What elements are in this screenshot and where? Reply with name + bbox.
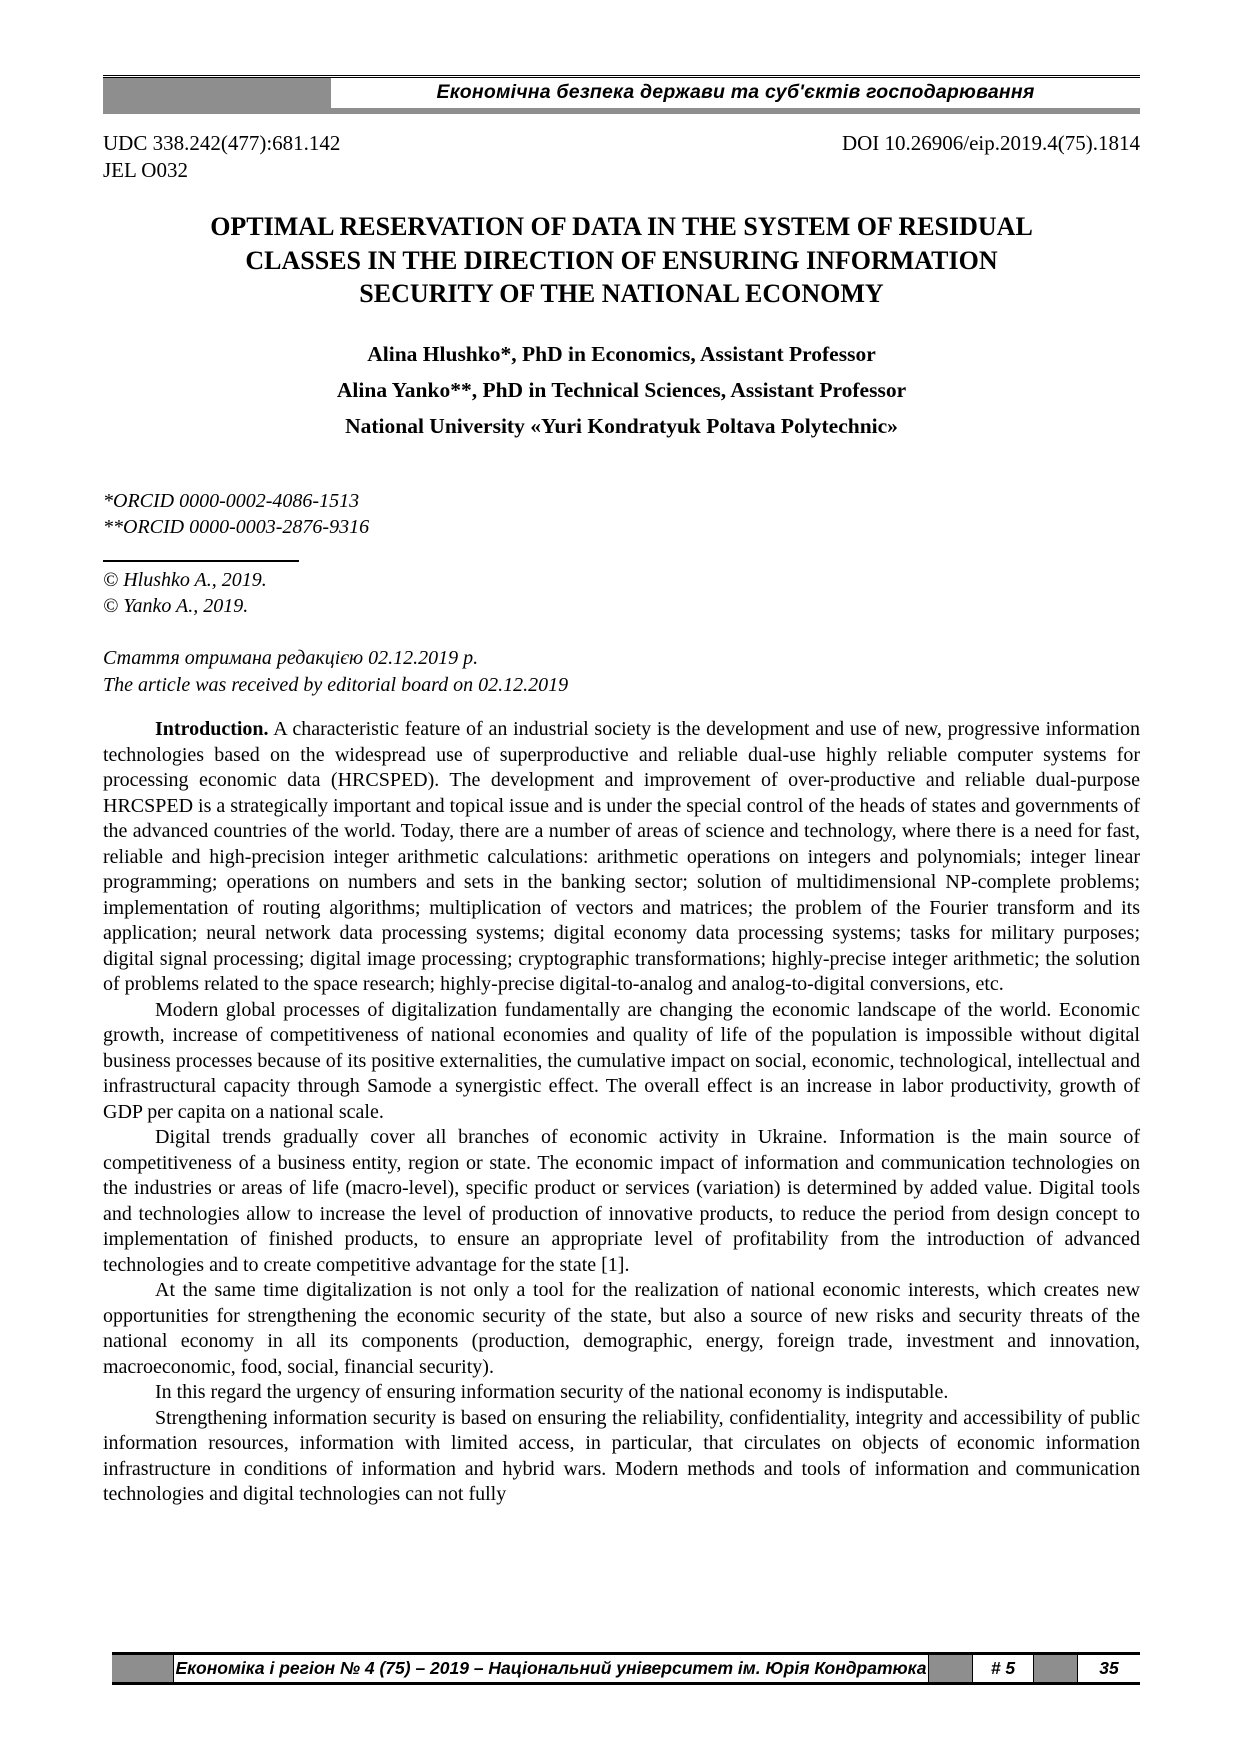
authors-block (103, 337, 1140, 444)
paragraph (103, 1406, 1140, 1508)
received-block (103, 645, 1140, 699)
meta-row (103, 130, 1140, 157)
section-header-bar (103, 75, 1140, 114)
orcid-line-2: **ORCID 0000-0003-2876-9316 (103, 516, 370, 539)
footer-gray-block-left (112, 1655, 174, 1682)
article-title-line: CLASSES IN THE DIRECTION OF ENSURING INFORMATION (245, 245, 998, 275)
paragraph (103, 1125, 1140, 1278)
doi-code: DOI 10.26906/eip.2019.4(75).1814 (841, 131, 1140, 155)
section-header-title: Економічна безпека держави та суб'єктів господарювання (436, 81, 1035, 103)
received-uk: Стаття отримана редакцією 02.12.2019 р. (103, 647, 479, 670)
paragraph (103, 1278, 1140, 1380)
author-line-2: Alina Yanko**, PhD in Technical Sciences, Assistant Professor (336, 377, 907, 402)
article-body (103, 717, 1140, 1508)
paragraph-text: Digital trends gradually cover all branches of economic activity in Ukraine. Information is the main source of competitiveness of a business entity, region or state. The economic impact of information and communication technologies on the industries or areas of life (macro-level), specific product or services (variation) is determined by added value. Digital tools and technologies allow to increase the level of production of innovative products, to reduce the period from design concept to implementation of finished products, to ensure an appropriate level of profitability from the introduction of advanced technologies and to create competitive advantage for the state [1]. (103, 1126, 1140, 1276)
paragraph-text: Strengthening information security is based on ensuring the reliability, confidentiality, integrity and accessibility of public information resources, information with limited access, in particular, that circulates on objects of economic information infrastructure in conditions of information and hybrid wars. Modern methods and tools of information and communication technologies and digital technologies can not fully (103, 1406, 1140, 1506)
paragraph (103, 998, 1140, 1126)
article-title-line: SECURITY OF THE NATIONAL ECONOMY (359, 279, 884, 309)
footer-page-number: 35 (1099, 1658, 1119, 1678)
paragraph-lead: Introduction. (155, 718, 269, 741)
footnote-divider (103, 560, 299, 562)
copyright-block (103, 567, 1140, 619)
received-en: The article was received by editorial board on 02.12.2019 (103, 674, 569, 697)
paragraph-text: In this regard the urgency of ensuring information security of the national economy is indisputable. (155, 1381, 949, 1404)
footer-gray-block-middle-2 (1033, 1655, 1078, 1682)
orcid-block (103, 488, 1140, 540)
section-header-gray-block (103, 78, 331, 108)
affiliation: National University «Yuri Kondratyuk Poltava Polytechnic» (345, 413, 898, 438)
paragraph-text: A characteristic feature of an industrial society is the development and use of new, progressive information technologies based on the widespread use of superproductive and reliable dual-use highly reliable computer systems for processing economic data (HRCSPED). The development and improvement of over-productive and reliable dual-purpose HRCSPED is a strategically important and topical issue and is under the special control of the heads of states and governments of the advanced countries of the world. Today, there are a number of areas of science and technology, where there is a need for fast, reliable and high-precision integer arithmetic calculations: arithmetic operations on integers and polynomials; integer linear programming; operations on numbers and sets in the banking sector; solution of multidimensional NP-complete problems; implementation of routing algorithms; multiplication of vectors and matrices; the problem of the Fourier transform and its application; neural network data processing systems; digital economy data processing systems; tasks for military purposes; digital signal processing; digital image processing; cryptographic transformations; highly-precise integer arithmetic; the solution of problems related to the space research; highly-precise digital-to-analog and analog-to-digital conversions, etc. (103, 718, 1140, 996)
paragraph (103, 1380, 1140, 1406)
paragraph-text: Modern global processes of digitalization fundamentally are changing the economic landscape of the world. Economic growth, increase of competitiveness of national economies and quality of life of the population is impossible without digital business processes because of its positive externalities, the cumulative impact on social, economic, technological, intellectual and infrastructural capacity through Samode a synergistic effect. The overall effect is an increase in labor productivity, growth of GDP per capita on a national scale. (103, 998, 1140, 1123)
jel-code: JEL O032 (103, 157, 188, 182)
udc-code: UDC 338.242(477):681.142 (103, 131, 341, 155)
article-title (103, 210, 1140, 311)
footer-journal: Економіка і регіон № 4 (75) – 2019 – Національний університет ім. Юрія Кондратюка (175, 1658, 927, 1678)
intro-paragraph (103, 717, 1140, 998)
copyright-line-2: © Yanko A., 2019. (103, 595, 249, 618)
copyright-line-1: © Hlushko A., 2019. (103, 569, 267, 592)
footer-gray-block-middle-1 (928, 1655, 973, 1682)
orcid-line-1: *ORCID 0000-0002-4086-1513 (103, 490, 360, 513)
article-title-line: OPTIMAL RESERVATION OF DATA IN THE SYSTEM OF RESIDUAL (210, 211, 1033, 241)
footer-issue-number: # 5 (990, 1658, 1016, 1678)
author-line-1: Alina Hlushko*, PhD in Economics, Assistant Professor (367, 342, 876, 367)
footer-bar (112, 1652, 1140, 1685)
paragraph-text: At the same time digitalization is not only a tool for the realization of national economic interests, which creates new opportunities for strengthening the economic security of the state, but also a source of new risks and security threats of the national economy in all its components (production, demographic, energy, foreign trade, investment and innovation, macroeconomic, food, social, financial security). (103, 1279, 1140, 1378)
